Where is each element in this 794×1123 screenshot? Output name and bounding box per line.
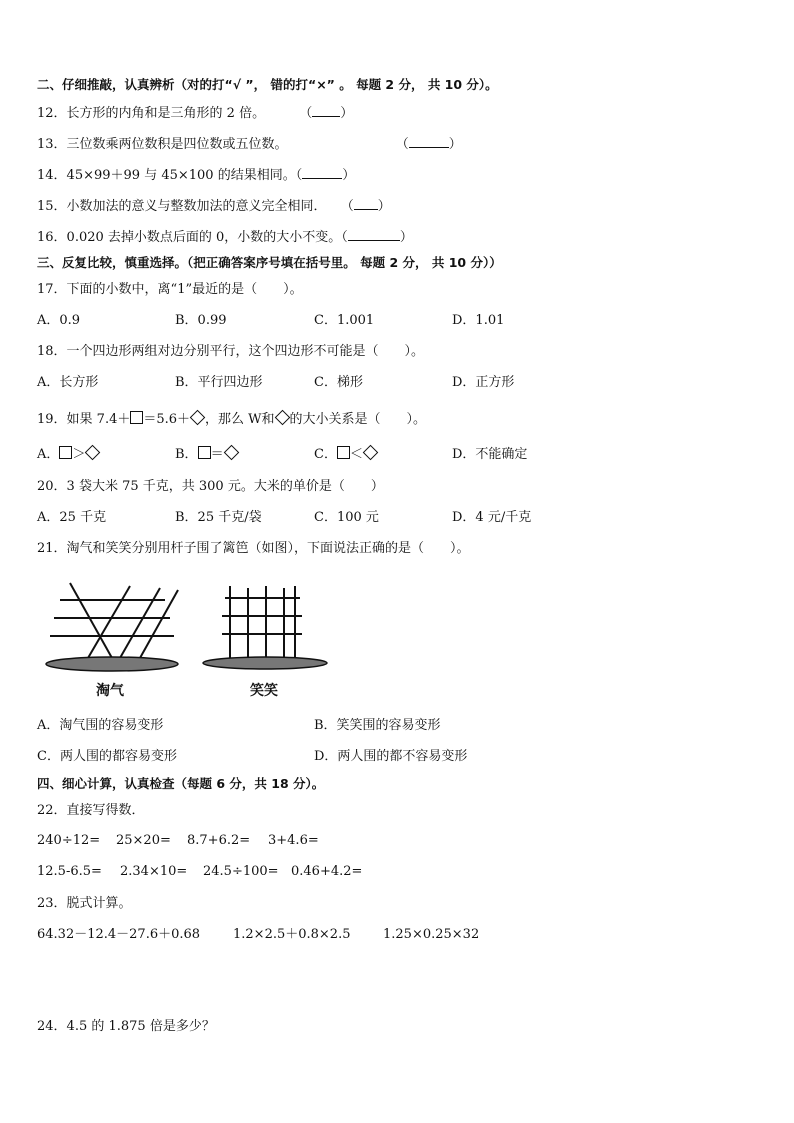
calc-item: 240÷12= (37, 833, 101, 848)
calc-item: 2.34×10= (120, 864, 188, 879)
question-14 (37, 166, 355, 185)
q18-option-c[interactable]: C．梯形 (314, 375, 363, 390)
q17-option-c[interactable]: C．1.001 (314, 313, 375, 328)
question-13 (37, 135, 462, 154)
section-3-title: 三、反复比较，慎重选择。（把正确答案序号填在括号里。 每题 2 分， 共 10 分）） (37, 255, 502, 270)
expression-item: 1.25×0.25×32 (383, 927, 480, 942)
q21-option-d[interactable]: D．两人围的都不容易变形 (314, 749, 468, 764)
q21-option-b[interactable]: B．笑笑围的容易变形 (314, 718, 441, 733)
xiaoxiao-ground (203, 657, 327, 669)
question-23-stem: 23．脱式计算。 (37, 896, 132, 911)
q20-option-c[interactable]: C．100 元 (314, 510, 379, 525)
q17-option-b[interactable]: B．0.99 (175, 313, 227, 328)
square-symbol-icon (130, 411, 143, 424)
calc-item: 8.7+6.2= (187, 833, 251, 848)
q17-option-a[interactable]: A．0.9 (37, 313, 81, 328)
square-symbol-icon (198, 446, 211, 459)
expression-item: 64.32－12.4－27.6＋0.68 (37, 927, 201, 942)
q19-option-c[interactable]: C． ＜ (314, 446, 378, 464)
diamond-symbol-icon (363, 445, 379, 461)
q19-option-a[interactable]: A． ＞ (37, 446, 100, 464)
square-symbol-icon (59, 446, 72, 459)
question-24-stem: 24．4.5 的 1.875 倍是多少？ (37, 1019, 215, 1034)
expression-item: 1.2×2.5＋0.8×2.5 (233, 927, 351, 942)
question-18-stem: 18．一个四边形两组对边分别平行，这个四边形不可能是（ ）。 (37, 344, 425, 359)
question-16 (37, 228, 413, 247)
q20-option-b[interactable]: B．25 千克/袋 (175, 510, 262, 525)
question-12 (37, 104, 353, 123)
calc-item: 0.46+4.2= (291, 864, 363, 879)
question-16-text: 16．0.020 去掉小数点后面的 0，小数的大小不变。 (37, 230, 342, 245)
diamond-symbol-icon (274, 410, 290, 426)
calc-item: 24.5÷100= (203, 864, 279, 879)
question-22-stem: 22．直接写得数． (37, 803, 145, 818)
question-15-text: 15．小数加法的意义与整数加法的意义完全相同． (37, 199, 327, 214)
xiaoxiao-fence (222, 586, 302, 658)
square-symbol-icon (337, 446, 350, 459)
question-17-stem: 17．下面的小数中，离“1”最近的是（ ）。 (37, 282, 303, 297)
answer-blank-15[interactable]: （ ） (340, 199, 391, 214)
calc-item: 12.5-6.5= (37, 864, 102, 879)
taoqi-fence (50, 583, 178, 658)
fig-label-xiaoxiao: 笑笑 (250, 683, 278, 699)
question-14-text: 14．45×99＋99 与 45×100 的结果相同。 (37, 168, 296, 183)
taoqi-ground (46, 657, 178, 671)
diamond-symbol-icon (223, 445, 239, 461)
q21-option-a[interactable]: A．淘气围的容易变形 (37, 718, 164, 733)
q18-option-a[interactable]: A．长方形 (37, 375, 99, 390)
answer-blank-14[interactable]: （ ） (295, 168, 356, 183)
q18-option-d[interactable]: D．正方形 (452, 375, 515, 390)
q18-option-b[interactable]: B．平行四边形 (175, 375, 263, 390)
q21-option-c[interactable]: C．两人围的都容易变形 (37, 749, 177, 764)
question-20-stem: 20．3 袋大米 75 千克，共 300 元。大米的单价是（ ） (37, 479, 384, 494)
q20-option-a[interactable]: A．25 千克 (37, 510, 107, 525)
section-4-title: 四、细心计算，认真检查（每题 6 分，共 18 分）。 (37, 776, 325, 791)
question-19-stem: 19．如果 7.4＋ ＝5.6＋ ，那么 W和 的大小关系是（ ）。 (37, 411, 426, 429)
question-15 (37, 197, 391, 216)
q17-option-d[interactable]: D．1.01 (452, 313, 505, 328)
q19-option-d[interactable]: D．不能确定 (452, 447, 528, 462)
diamond-symbol-icon (190, 410, 206, 426)
answer-blank-16[interactable]: （ ） (341, 230, 413, 245)
section-2-title: 二、仔细推敲，认真辨析（对的打“√ ”， 错的打“×” 。 每题 2 分， 共 10 分）。 (37, 77, 498, 92)
calc-item: 3+4.6= (268, 833, 319, 848)
fig-label-taoqi: 淘气 (96, 683, 124, 699)
diamond-symbol-icon (85, 445, 101, 461)
q19-option-b[interactable]: B． ＝ (175, 446, 239, 464)
q20-option-d[interactable]: D．4 元/千克 (452, 510, 532, 525)
question-21-stem: 21．淘气和笑笑分别用杆子围了篱笆（如图），下面说法正确的是（ ）。 (37, 541, 470, 556)
answer-blank-13[interactable]: （ ） (395, 137, 462, 152)
question-12-text: 12．长方形的内角和是三角形的 2 倍。 (37, 106, 266, 121)
answer-blank-12[interactable]: （ ） (299, 106, 354, 121)
calc-item: 25×20= (116, 833, 171, 848)
question-13-text: 13．三位数乘两位数积是四位数或五位数。 (37, 137, 288, 152)
fence-figure (40, 578, 340, 678)
